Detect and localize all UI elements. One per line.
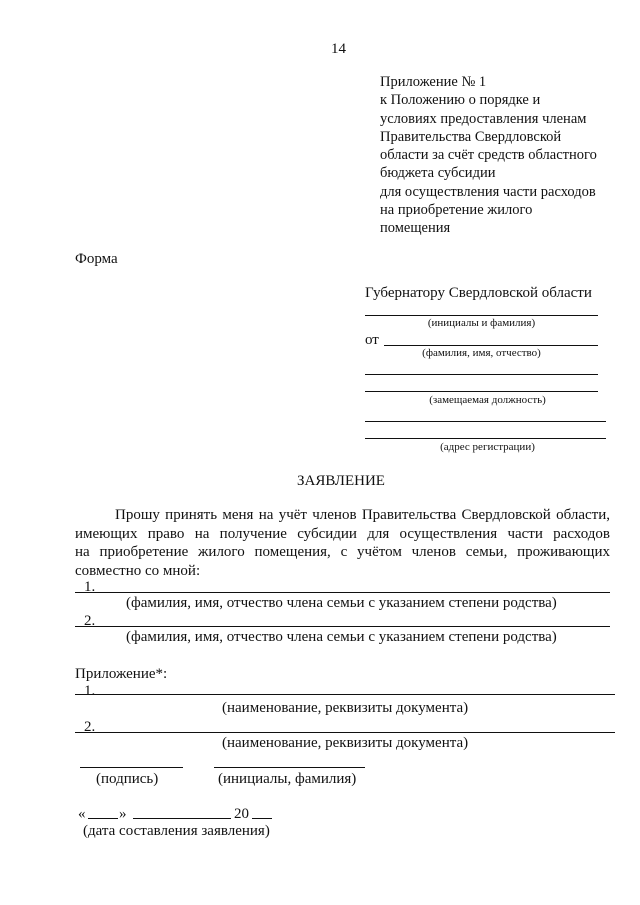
attachment-caption: (наименование, реквизиты документа) [222, 700, 469, 716]
appendix-line: на приобретение жилого [380, 202, 533, 219]
fio-line[interactable] [384, 345, 598, 346]
attachment-line-2[interactable] [75, 732, 615, 733]
attachment-line-1[interactable] [75, 694, 615, 695]
date-month-line[interactable] [133, 818, 231, 819]
date-year-line[interactable] [252, 818, 272, 819]
initials-caption: (инициалы и фамилия) [427, 317, 536, 329]
body-line: имеющих право на получение субсидии для осуществления части расходов [75, 525, 610, 542]
position-line-2[interactable] [365, 391, 598, 392]
body-line: совместно со мной: [75, 562, 201, 579]
appendix-line: Приложение № 1 [380, 74, 487, 90]
family-number: 2. [84, 613, 96, 629]
appendix-line: Правительства Свердловской [380, 128, 562, 145]
body-line: Прошу принять меня на учёт членов Правительства Свердловской области, [115, 507, 610, 523]
attachment-number: 1. [84, 683, 96, 699]
position-caption: (замещаемая должность) [429, 394, 546, 406]
appendix-line: условиях предоставления членам [380, 110, 587, 127]
date-caption: (дата составления заявления) [83, 823, 270, 839]
date-year-prefix: 20 [234, 806, 249, 822]
family-caption: (фамилия, имя, отчество члена семьи с указанием степени родства) [126, 595, 557, 611]
position-line-1[interactable] [365, 374, 598, 375]
name-line[interactable] [214, 767, 365, 768]
address-line-2[interactable] [365, 438, 606, 439]
date-day-line[interactable] [88, 818, 118, 819]
family-line-1[interactable] [75, 592, 610, 593]
address-caption: (адрес регистрации) [440, 441, 535, 453]
family-line-2[interactable] [75, 626, 610, 627]
body-line: на приобретение жилого помещения, с учётом членов семьи, проживающих [75, 544, 610, 560]
signature-line[interactable] [80, 767, 183, 768]
page-number: 14 [331, 41, 346, 57]
from-label: от [365, 332, 379, 348]
attachment-caption: (наименование, реквизиты документа) [222, 735, 469, 751]
appendix-line: бюджета субсидии [380, 165, 496, 182]
document-title: ЗАЯВЛЕНИЕ [297, 473, 385, 489]
date-close-quote: » [119, 806, 127, 822]
name-caption: (инициалы, фамилия) [218, 771, 357, 787]
signature-caption: (подпись) [96, 771, 159, 787]
appendix-line: помещения [380, 220, 451, 237]
fio-caption: (фамилия, имя, отчество) [422, 347, 541, 359]
initials-line[interactable] [365, 315, 598, 316]
appendix-header [380, 73, 620, 238]
date-open-quote: « [78, 806, 86, 822]
appendix-line: для осуществления части расходов [380, 183, 596, 200]
address-line-1[interactable] [365, 421, 606, 422]
form-label: Форма [75, 251, 118, 267]
attachment-number: 2. [84, 719, 96, 735]
family-caption: (фамилия, имя, отчество члена семьи с указанием степени родства) [126, 629, 557, 645]
appendix-line: области за счёт средств областного [380, 147, 597, 164]
addressee-to: Губернатору Свердловской области [365, 285, 592, 301]
appendix-line: к Положению о порядке и [380, 92, 541, 109]
body-paragraph [75, 506, 610, 580]
attachments-label: Приложение*: [75, 666, 168, 682]
family-number: 1. [84, 579, 96, 595]
